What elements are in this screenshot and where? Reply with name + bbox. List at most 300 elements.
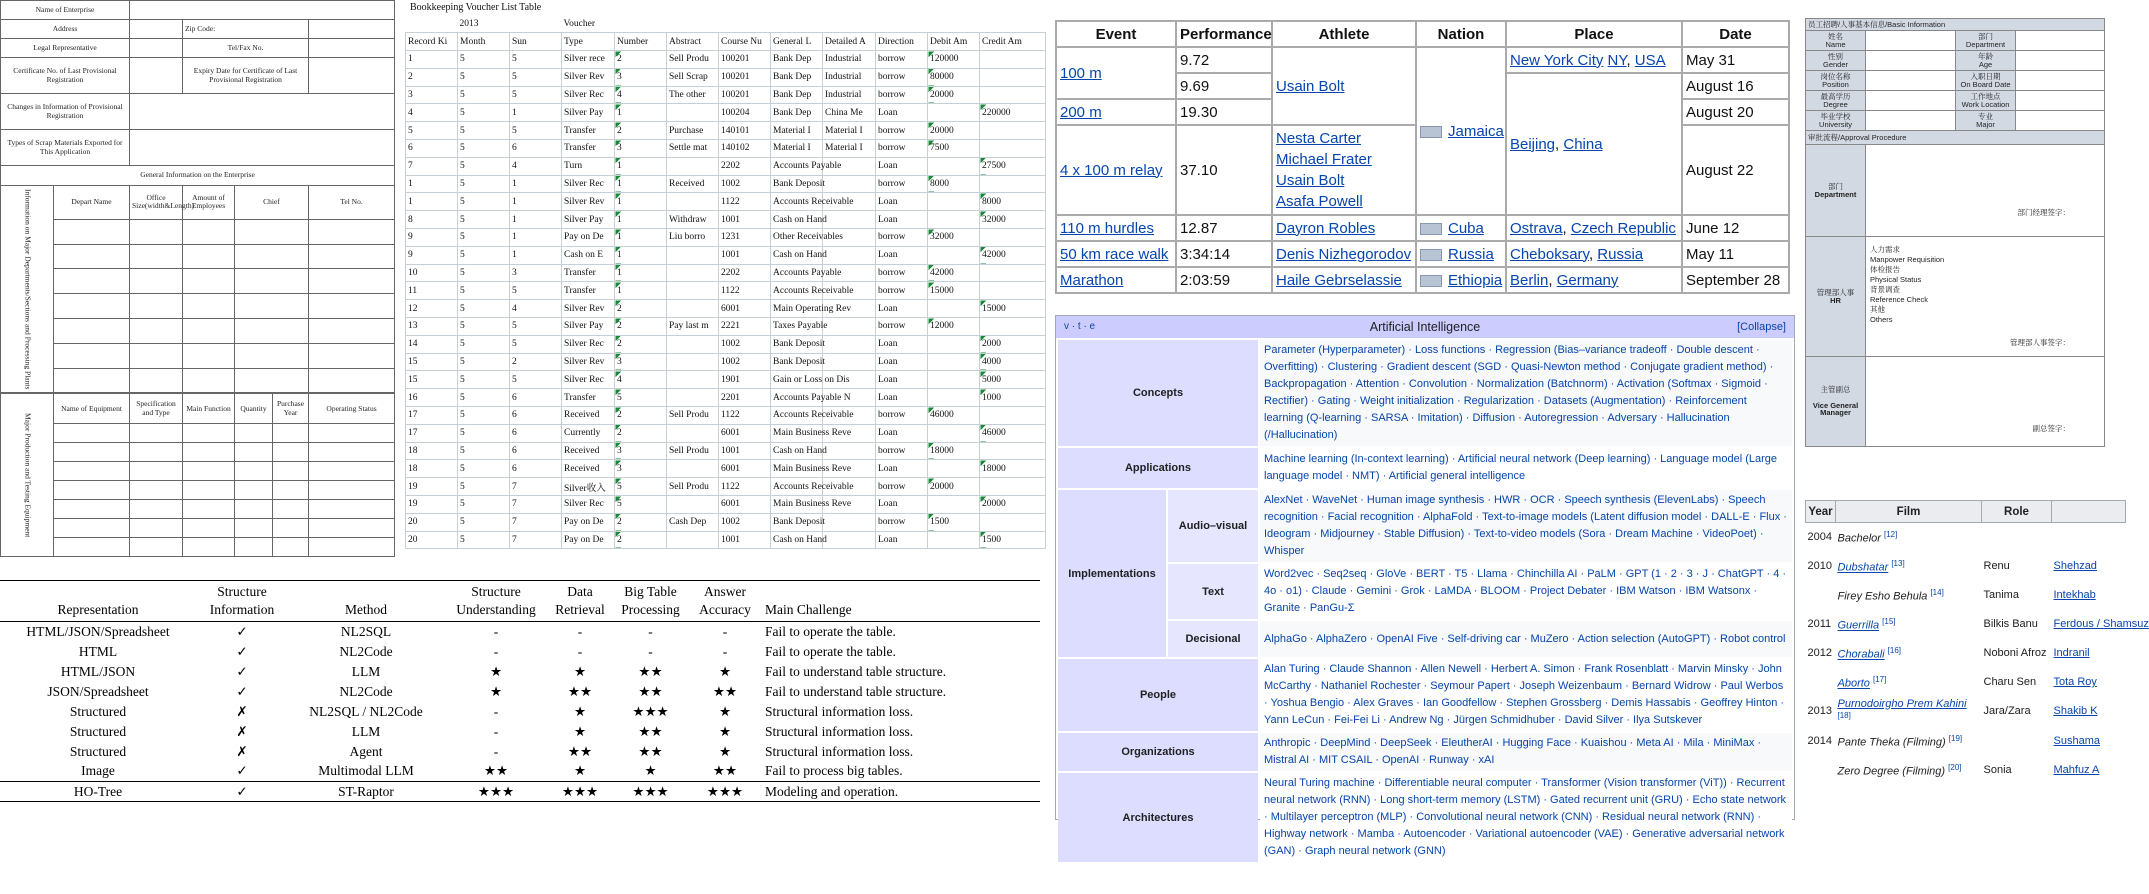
athlete-link[interactable]: Usain Bolt bbox=[1276, 172, 1345, 189]
voucher-cell[interactable]: 5 bbox=[510, 68, 562, 86]
voucher-cell[interactable]: Received bbox=[667, 175, 719, 193]
voucher-cell[interactable]: 12 bbox=[406, 300, 458, 318]
voucher-cell[interactable] bbox=[928, 353, 980, 371]
voucher-cell[interactable]: 7 bbox=[406, 157, 458, 175]
voucher-cell[interactable]: Main Operating Rev bbox=[771, 300, 823, 318]
voucher-cell[interactable]: Silver Rec bbox=[562, 175, 615, 193]
voucher-cell[interactable]: 12000 bbox=[928, 318, 980, 336]
voucher-cell[interactable]: Loan bbox=[876, 211, 928, 229]
navbox-list-audiovisual[interactable]: AlexNet · WaveNet · Human image synthesis · HWR · OCR · Speech synthesis (ElevenLabs) · Speech recognition · Facial recognition · AlphaFold · Text-to-image models (Latent diffusion model · DALL-E · Flux · Ideogram · Midjourney · Stable Diffusion) · Text-to-video models (Sora · Dream Machine · VideoPoet) · Whisper bbox=[1260, 490, 1792, 562]
voucher-cell[interactable]: 5 bbox=[510, 318, 562, 336]
name-field[interactable] bbox=[1866, 31, 1956, 51]
equip-cell[interactable] bbox=[235, 443, 273, 462]
voucher-cell[interactable]: China Me bbox=[823, 104, 876, 122]
voucher-cell[interactable]: Industrial bbox=[823, 68, 876, 86]
voucher-cell[interactable]: 2 bbox=[615, 318, 667, 336]
voucher-cell[interactable]: 5 bbox=[458, 264, 510, 282]
film-costar[interactable]: Intekhab bbox=[2053, 589, 2096, 601]
film-reference-link[interactable]: [12] bbox=[1883, 530, 1898, 540]
voucher-cell[interactable]: Main Business Reve bbox=[771, 424, 823, 442]
voucher-cell[interactable]: 4 bbox=[615, 371, 667, 389]
university-field[interactable] bbox=[1866, 111, 1956, 131]
voucher-cell[interactable]: borrow bbox=[876, 478, 928, 496]
place-link[interactable]: Cheboksary bbox=[1510, 245, 1589, 263]
voucher-cell[interactable]: 20 bbox=[406, 531, 458, 549]
voucher-cell[interactable] bbox=[667, 460, 719, 478]
voucher-cell[interactable]: Gain or Loss on Dis bbox=[771, 371, 823, 389]
dept-cell[interactable] bbox=[130, 343, 183, 368]
navbox-list-applications[interactable]: Machine learning (In-context learning) · Artificial neural network (Deep learning) · Language model (Large language model · NMT) · Artificial general intelligence bbox=[1260, 448, 1792, 488]
voucher-cell[interactable] bbox=[823, 335, 876, 353]
voucher-cell[interactable]: Silver Rec bbox=[562, 371, 615, 389]
equip-cell[interactable] bbox=[273, 443, 309, 462]
film-reference-link[interactable]: [13] bbox=[1891, 559, 1905, 569]
voucher-cell[interactable]: 2 bbox=[615, 424, 667, 442]
voucher-cell[interactable] bbox=[980, 175, 1046, 193]
voucher-cell[interactable]: Accounts Receivable bbox=[771, 193, 823, 211]
voucher-cell[interactable]: 80000 bbox=[928, 68, 980, 86]
equip-cell[interactable] bbox=[235, 519, 273, 538]
voucher-cell[interactable]: 1 bbox=[615, 211, 667, 229]
dept-cell[interactable] bbox=[183, 269, 235, 294]
voucher-cell[interactable]: Accounts Payable bbox=[771, 157, 823, 175]
nation-link[interactable]: Russia bbox=[1448, 245, 1494, 263]
voucher-cell[interactable]: 13 bbox=[406, 318, 458, 336]
voucher-cell[interactable]: 1 bbox=[615, 193, 667, 211]
voucher-cell[interactable]: 5 bbox=[458, 513, 510, 531]
voucher-cell[interactable]: 20000 bbox=[928, 478, 980, 496]
equip-cell[interactable] bbox=[54, 462, 130, 481]
voucher-cell[interactable]: 5 bbox=[458, 460, 510, 478]
voucher-cell[interactable] bbox=[823, 513, 876, 531]
voucher-cell[interactable] bbox=[928, 300, 980, 318]
dept-cell[interactable] bbox=[54, 244, 130, 269]
voucher-cell[interactable]: Silver Rec bbox=[562, 496, 615, 514]
dept-cell[interactable] bbox=[183, 319, 235, 344]
voucher-cell[interactable]: 46000 bbox=[928, 407, 980, 425]
navbox-vte-links[interactable]: v · t · e bbox=[1064, 321, 1096, 332]
voucher-cell[interactable]: Pay on De bbox=[562, 531, 615, 549]
voucher-cell[interactable]: 7500 bbox=[928, 140, 980, 158]
voucher-cell[interactable] bbox=[667, 424, 719, 442]
navbox-list-organizations[interactable]: Anthropic · DeepMind · DeepSeek · EleutherAI · Hugging Face · Kuaishou · Meta AI · Mila · MiniMax · Mistral AI · MIT CSAIL · OpenAI · Runway · xAI bbox=[1260, 733, 1792, 771]
voucher-cell[interactable]: 2 bbox=[615, 407, 667, 425]
voucher-cell[interactable] bbox=[980, 122, 1046, 140]
voucher-cell[interactable]: 1901 bbox=[719, 371, 771, 389]
athlete-link[interactable]: Denis Nizhegorodov bbox=[1276, 245, 1412, 263]
equip-cell[interactable] bbox=[54, 481, 130, 500]
voucher-cell[interactable]: 4 bbox=[510, 157, 562, 175]
voucher-cell[interactable]: 4 bbox=[510, 300, 562, 318]
event-link[interactable]: 4 x 100 m relay bbox=[1060, 161, 1163, 179]
voucher-cell[interactable]: Accounts Receivable bbox=[771, 407, 823, 425]
voucher-cell[interactable]: 1 bbox=[510, 246, 562, 264]
voucher-cell[interactable] bbox=[928, 389, 980, 407]
voucher-cell[interactable] bbox=[980, 68, 1046, 86]
department-field[interactable] bbox=[2016, 31, 2105, 51]
equip-cell[interactable] bbox=[309, 443, 395, 462]
age-field[interactable] bbox=[2016, 51, 2105, 71]
voucher-cell[interactable]: Silver Rec bbox=[562, 335, 615, 353]
voucher-cell[interactable]: 6 bbox=[510, 424, 562, 442]
voucher-cell[interactable]: 1 bbox=[615, 264, 667, 282]
voucher-cell[interactable]: Turn bbox=[562, 157, 615, 175]
voucher-cell[interactable]: 2201 bbox=[719, 389, 771, 407]
voucher-cell[interactable]: 1001 bbox=[719, 531, 771, 549]
voucher-cell[interactable]: 1122 bbox=[719, 282, 771, 300]
equip-cell[interactable] bbox=[235, 424, 273, 443]
voucher-cell[interactable]: 6001 bbox=[719, 460, 771, 478]
voucher-cell[interactable]: Bank Dep bbox=[771, 86, 823, 104]
voucher-cell[interactable]: 5 bbox=[458, 318, 510, 336]
voucher-cell[interactable]: 6001 bbox=[719, 300, 771, 318]
equip-cell[interactable] bbox=[183, 462, 235, 481]
equip-cell[interactable] bbox=[130, 462, 183, 481]
equip-cell[interactable] bbox=[235, 500, 273, 519]
film-reference-link[interactable]: [20] bbox=[1948, 762, 1962, 772]
certificate-no-field[interactable] bbox=[130, 58, 183, 94]
voucher-cell[interactable]: 15 bbox=[406, 371, 458, 389]
voucher-cell[interactable]: Loan bbox=[876, 531, 928, 549]
voucher-cell[interactable]: Settle mat bbox=[667, 140, 719, 158]
voucher-cell[interactable]: 1500 bbox=[928, 513, 980, 531]
voucher-cell[interactable]: Sell Produ bbox=[667, 442, 719, 460]
voucher-cell[interactable] bbox=[928, 496, 980, 514]
voucher-cell[interactable]: Silver rece bbox=[562, 51, 615, 69]
address-field[interactable] bbox=[130, 20, 183, 39]
voucher-cell[interactable]: Loan bbox=[876, 335, 928, 353]
voucher-cell[interactable] bbox=[928, 104, 980, 122]
voucher-cell[interactable]: 2202 bbox=[719, 264, 771, 282]
voucher-cell[interactable]: 220000 bbox=[980, 104, 1046, 122]
voucher-cell[interactable] bbox=[928, 531, 980, 549]
voucher-cell[interactable]: 7 bbox=[510, 478, 562, 496]
voucher-cell[interactable]: 3 bbox=[615, 68, 667, 86]
voucher-cell[interactable]: Withdraw bbox=[667, 211, 719, 229]
voucher-cell[interactable]: 1 bbox=[615, 157, 667, 175]
athlete-link[interactable]: Michael Frater bbox=[1276, 151, 1372, 168]
voucher-cell[interactable]: 1 bbox=[615, 104, 667, 122]
voucher-cell[interactable]: Cash on Hand bbox=[771, 531, 823, 549]
voucher-cell[interactable]: Accounts Receivable bbox=[771, 478, 823, 496]
voucher-cell[interactable]: 100204 bbox=[719, 104, 771, 122]
dept-cell[interactable] bbox=[235, 269, 309, 294]
dept-cell[interactable] bbox=[130, 219, 183, 244]
voucher-cell[interactable]: 15000 bbox=[928, 282, 980, 300]
voucher-cell[interactable]: 7 bbox=[510, 513, 562, 531]
equip-cell[interactable] bbox=[54, 424, 130, 443]
equip-cell[interactable] bbox=[309, 462, 395, 481]
dept-cell[interactable] bbox=[183, 244, 235, 269]
voucher-cell[interactable]: 5 bbox=[458, 442, 510, 460]
voucher-cell[interactable] bbox=[667, 104, 719, 122]
voucher-cell[interactable]: Pay last m bbox=[667, 318, 719, 336]
voucher-cell[interactable]: 100201 bbox=[719, 86, 771, 104]
voucher-cell[interactable]: Transfer bbox=[562, 389, 615, 407]
voucher-cell[interactable] bbox=[667, 389, 719, 407]
vgm-approval-area[interactable] bbox=[1866, 357, 2105, 447]
voucher-cell[interactable]: 18000 bbox=[928, 442, 980, 460]
voucher-cell[interactable]: Currently bbox=[562, 424, 615, 442]
voucher-cell[interactable]: 5 bbox=[615, 478, 667, 496]
work-location-field[interactable] bbox=[2016, 91, 2105, 111]
dept-cell[interactable] bbox=[309, 294, 395, 319]
voucher-cell[interactable]: borrow bbox=[876, 51, 928, 69]
voucher-cell[interactable]: 20000 bbox=[928, 122, 980, 140]
voucher-cell[interactable]: 1 bbox=[406, 175, 458, 193]
voucher-cell[interactable]: 5 bbox=[458, 335, 510, 353]
place-link[interactable]: Berlin bbox=[1510, 271, 1549, 289]
voucher-cell[interactable]: Other Receivables bbox=[771, 229, 823, 247]
voucher-cell[interactable]: 6 bbox=[510, 442, 562, 460]
voucher-cell[interactable] bbox=[823, 211, 876, 229]
voucher-cell[interactable]: Pay on De bbox=[562, 229, 615, 247]
voucher-cell[interactable]: 8 bbox=[406, 211, 458, 229]
film-costar[interactable]: Sushama bbox=[2053, 734, 2100, 747]
athlete-link[interactable]: Asafa Powell bbox=[1276, 193, 1363, 210]
voucher-cell[interactable]: 15 bbox=[406, 353, 458, 371]
voucher-cell[interactable]: Bank Deposit bbox=[771, 175, 823, 193]
film-reference-link[interactable]: [18] bbox=[1837, 710, 1851, 720]
voucher-cell[interactable]: Silver Rev bbox=[562, 353, 615, 371]
voucher-cell[interactable]: 1001 bbox=[719, 442, 771, 460]
scrap-types-field[interactable] bbox=[130, 130, 395, 166]
voucher-cell[interactable]: 5 bbox=[458, 229, 510, 247]
voucher-cell[interactable] bbox=[667, 300, 719, 318]
dept-cell[interactable] bbox=[183, 343, 235, 368]
voucher-cell[interactable]: 15000 bbox=[980, 300, 1046, 318]
voucher-cell[interactable]: Bank Dep bbox=[771, 51, 823, 69]
voucher-cell[interactable]: 5 bbox=[458, 86, 510, 104]
voucher-cell[interactable]: Pay on De bbox=[562, 513, 615, 531]
voucher-cell[interactable]: 1122 bbox=[719, 193, 771, 211]
voucher-cell[interactable]: 5 bbox=[458, 478, 510, 496]
film-reference-link[interactable]: [19] bbox=[1948, 733, 1963, 743]
voucher-cell[interactable]: borrow bbox=[876, 175, 928, 193]
voucher-cell[interactable]: Loan bbox=[876, 424, 928, 442]
voucher-cell[interactable] bbox=[928, 371, 980, 389]
voucher-cell[interactable] bbox=[667, 193, 719, 211]
name-of-enterprise-field[interactable] bbox=[130, 1, 395, 20]
voucher-cell[interactable]: Loan bbox=[876, 371, 928, 389]
dept-cell[interactable] bbox=[309, 343, 395, 368]
film-reference-link[interactable]: [17] bbox=[1872, 675, 1887, 685]
voucher-cell[interactable]: Loan bbox=[876, 157, 928, 175]
equip-cell[interactable] bbox=[54, 443, 130, 462]
dept-cell[interactable] bbox=[235, 319, 309, 344]
voucher-cell[interactable]: Received bbox=[562, 460, 615, 478]
voucher-cell[interactable]: 1122 bbox=[719, 478, 771, 496]
voucher-cell[interactable]: Cash on Hand bbox=[771, 246, 823, 264]
equip-cell[interactable] bbox=[235, 462, 273, 481]
voucher-cell[interactable] bbox=[980, 51, 1046, 69]
equip-cell[interactable] bbox=[309, 481, 395, 500]
on-board-date-field[interactable] bbox=[2016, 71, 2105, 91]
voucher-cell[interactable]: 2 bbox=[510, 353, 562, 371]
event-link[interactable]: Marathon bbox=[1060, 271, 1124, 289]
dept-cell[interactable] bbox=[130, 294, 183, 319]
voucher-cell[interactable]: 5 bbox=[458, 193, 510, 211]
dept-cell[interactable] bbox=[130, 244, 183, 269]
voucher-cell[interactable]: 27500 bbox=[980, 157, 1046, 175]
voucher-cell[interactable]: 5 bbox=[458, 175, 510, 193]
equip-cell[interactable] bbox=[54, 519, 130, 538]
voucher-cell[interactable]: 3 bbox=[615, 442, 667, 460]
voucher-cell[interactable]: borrow bbox=[876, 318, 928, 336]
voucher-cell[interactable]: Sell Scrap bbox=[667, 68, 719, 86]
voucher-cell[interactable]: 5 bbox=[458, 424, 510, 442]
voucher-cell[interactable] bbox=[928, 193, 980, 211]
voucher-cell[interactable]: Main Business Reve bbox=[771, 496, 823, 514]
voucher-cell[interactable]: borrow bbox=[876, 264, 928, 282]
dept-cell[interactable] bbox=[183, 368, 235, 393]
voucher-cell[interactable]: Material I bbox=[823, 122, 876, 140]
voucher-cell[interactable]: borrow bbox=[876, 86, 928, 104]
equip-cell[interactable] bbox=[183, 443, 235, 462]
voucher-cell[interactable]: Silver Rev bbox=[562, 193, 615, 211]
voucher-cell[interactable] bbox=[980, 140, 1046, 158]
voucher-cell[interactable]: Loan bbox=[876, 460, 928, 478]
voucher-cell[interactable]: Transfer bbox=[562, 122, 615, 140]
dept-cell[interactable] bbox=[130, 269, 183, 294]
navbox-list-concepts[interactable]: Parameter (Hyperparameter) · Loss functions · Regression (Bias–variance tradeoff · Double descent · Overfitting) · Clustering · Gradient descent (SGD · Quasi-Newton method · Conjugate gradient method) · Backpropagation · Attention · Convolution · Normalization (Batchnorm) · Activation (Softmax · Sigmoid · Rectifier) · Gating · Weight initialization · Regularization · Datasets (Augmentation) · Reinforcement learning (Q-learning · SARSA · Imitation) · Diffusion · Autoregression · Adversary · Hallucination (/Hallucination) bbox=[1260, 340, 1792, 446]
voucher-cell[interactable]: 18 bbox=[406, 460, 458, 478]
voucher-cell[interactable]: 17 bbox=[406, 424, 458, 442]
equip-cell[interactable] bbox=[235, 481, 273, 500]
voucher-cell[interactable]: Industrial bbox=[823, 51, 876, 69]
voucher-cell[interactable]: 4 bbox=[406, 104, 458, 122]
event-link[interactable]: 100 m bbox=[1060, 64, 1102, 82]
voucher-cell[interactable] bbox=[823, 442, 876, 460]
voucher-cell[interactable]: borrow bbox=[876, 282, 928, 300]
voucher-cell[interactable]: 5 bbox=[510, 335, 562, 353]
voucher-cell[interactable] bbox=[667, 531, 719, 549]
voucher-cell[interactable]: 1002 bbox=[719, 353, 771, 371]
voucher-cell[interactable] bbox=[980, 229, 1046, 247]
place-link[interactable]: New York City bbox=[1510, 51, 1604, 69]
voucher-cell[interactable]: 2000 bbox=[980, 335, 1046, 353]
voucher-cell[interactable]: 1122 bbox=[719, 407, 771, 425]
voucher-cell[interactable] bbox=[823, 531, 876, 549]
voucher-cell[interactable]: 1 bbox=[615, 229, 667, 247]
dept-cell[interactable] bbox=[235, 368, 309, 393]
voucher-cell[interactable]: Loan bbox=[876, 496, 928, 514]
voucher-cell[interactable]: Accounts Receivable bbox=[771, 282, 823, 300]
expiry-date-field[interactable] bbox=[309, 58, 395, 94]
voucher-cell[interactable]: 5 bbox=[510, 371, 562, 389]
equip-cell[interactable] bbox=[130, 519, 183, 538]
voucher-cell[interactable]: 19 bbox=[406, 478, 458, 496]
voucher-cell[interactable]: 120000 bbox=[928, 51, 980, 69]
place-link[interactable]: Russia bbox=[1597, 245, 1644, 263]
equip-cell[interactable] bbox=[183, 424, 235, 443]
voucher-cell[interactable] bbox=[667, 264, 719, 282]
legal-representative-field[interactable] bbox=[130, 39, 183, 58]
film-title[interactable]: Chorabali bbox=[1837, 648, 1885, 661]
equip-cell[interactable] bbox=[183, 500, 235, 519]
film-title[interactable]: Aborto bbox=[1837, 677, 1870, 690]
voucher-cell[interactable]: Main Business Reve bbox=[771, 460, 823, 478]
equip-cell[interactable] bbox=[54, 500, 130, 519]
voucher-cell[interactable]: 2 bbox=[406, 68, 458, 86]
voucher-cell[interactable]: 5 bbox=[510, 282, 562, 300]
voucher-cell[interactable]: 1 bbox=[510, 211, 562, 229]
voucher-cell[interactable] bbox=[928, 335, 980, 353]
place-link[interactable]: USA bbox=[1634, 51, 1666, 69]
equip-cell[interactable] bbox=[130, 443, 183, 462]
voucher-cell[interactable]: Bank Dep bbox=[771, 104, 823, 122]
equip-cell[interactable] bbox=[54, 538, 130, 557]
voucher-cell[interactable]: Loan bbox=[876, 353, 928, 371]
voucher-cell[interactable]: 5 bbox=[458, 407, 510, 425]
voucher-cell[interactable] bbox=[667, 371, 719, 389]
voucher-cell[interactable]: Material I bbox=[771, 122, 823, 140]
dept-cell[interactable] bbox=[235, 219, 309, 244]
dept-cell[interactable] bbox=[309, 269, 395, 294]
voucher-cell[interactable] bbox=[928, 460, 980, 478]
voucher-cell[interactable]: 6 bbox=[510, 407, 562, 425]
voucher-cell[interactable]: 5 bbox=[458, 371, 510, 389]
voucher-cell[interactable]: Cash Dep bbox=[667, 513, 719, 531]
equip-cell[interactable] bbox=[309, 538, 395, 557]
voucher-cell[interactable]: 9 bbox=[406, 246, 458, 264]
position-field[interactable] bbox=[1866, 71, 1956, 91]
dept-cell[interactable] bbox=[54, 319, 130, 344]
voucher-cell[interactable]: 11 bbox=[406, 282, 458, 300]
voucher-cell[interactable]: 1 bbox=[510, 175, 562, 193]
nation-link[interactable]: Jamaica bbox=[1448, 122, 1504, 140]
voucher-cell[interactable]: Material I bbox=[771, 140, 823, 158]
voucher-cell[interactable]: 6 bbox=[510, 389, 562, 407]
equip-cell[interactable] bbox=[183, 481, 235, 500]
voucher-cell[interactable]: 32000 bbox=[980, 211, 1046, 229]
voucher-cell[interactable]: borrow bbox=[876, 122, 928, 140]
film-title[interactable]: Guerrilla bbox=[1837, 619, 1880, 632]
voucher-cell[interactable]: 5 bbox=[458, 353, 510, 371]
voucher-cell[interactable]: 20000 bbox=[980, 496, 1046, 514]
voucher-cell[interactable]: Loan bbox=[876, 193, 928, 211]
navbox-list-people[interactable]: Alan Turing · Claude Shannon · Allen Newell · Herbert A. Simon · Frank Rosenblatt · Marvin Minsky · John McCarthy · Nathaniel Rochester · Seymour Papert · Joseph Weizenbaum · Bernard Widrow · Paul Werbos · Yoshua Bengio · Alex Graves · Ian Goodfellow · Stephen Grossberg · Demis Hassabis · Geoffrey Hinton · Yann LeCun · Fei-Fei Li · Andrew Ng · Jürgen Schmidhuber · David Silver · Ilya Sutskever bbox=[1260, 659, 1792, 731]
dept-cell[interactable] bbox=[235, 343, 309, 368]
voucher-cell[interactable]: Loan bbox=[876, 104, 928, 122]
voucher-cell[interactable]: 3 bbox=[615, 460, 667, 478]
voucher-cell[interactable] bbox=[928, 424, 980, 442]
voucher-cell[interactable]: Bank Deposit bbox=[771, 335, 823, 353]
voucher-cell[interactable] bbox=[980, 513, 1046, 531]
equip-cell[interactable] bbox=[273, 462, 309, 481]
voucher-cell[interactable]: borrow bbox=[876, 140, 928, 158]
major-field[interactable] bbox=[2016, 111, 2105, 131]
athlete-link[interactable]: Haile Gebrselassie bbox=[1276, 271, 1402, 289]
equip-cell[interactable] bbox=[309, 424, 395, 443]
voucher-cell[interactable]: 5 bbox=[458, 282, 510, 300]
changes-field[interactable] bbox=[130, 94, 395, 130]
voucher-cell[interactable] bbox=[928, 211, 980, 229]
voucher-cell[interactable]: borrow bbox=[876, 513, 928, 531]
voucher-cell[interactable] bbox=[928, 246, 980, 264]
film-costar[interactable]: Tota Roy bbox=[2053, 676, 2097, 688]
voucher-cell[interactable]: 1500 bbox=[980, 531, 1046, 549]
athlete-link[interactable]: Usain Bolt bbox=[1276, 77, 1345, 95]
voucher-cell[interactable]: Silver Pay bbox=[562, 104, 615, 122]
dept-cell[interactable] bbox=[130, 368, 183, 393]
voucher-cell[interactable]: 5 bbox=[458, 246, 510, 264]
voucher-cell[interactable] bbox=[980, 478, 1046, 496]
voucher-cell[interactable]: 5 bbox=[510, 86, 562, 104]
voucher-cell[interactable]: 5 bbox=[458, 531, 510, 549]
voucher-cell[interactable]: Loan bbox=[876, 246, 928, 264]
dept-cell[interactable] bbox=[309, 244, 395, 269]
